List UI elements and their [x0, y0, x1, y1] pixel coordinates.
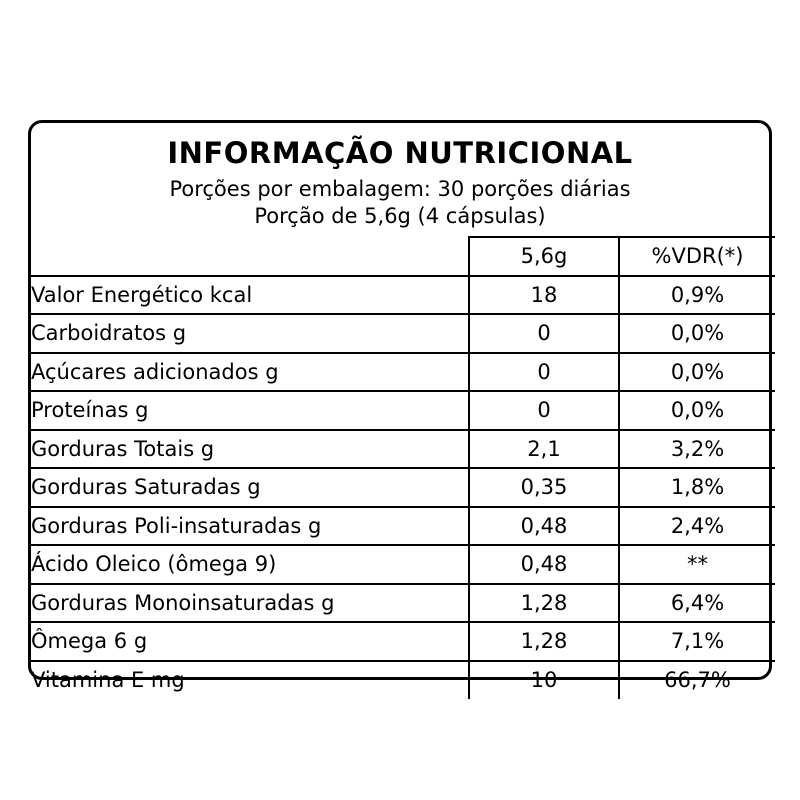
nutrient-dv: 66,7%: [619, 661, 775, 700]
serving-size: Porção de 5,6g (4 cápsulas): [254, 203, 546, 228]
nutrient-amount: 1,28: [469, 584, 619, 623]
nutrient-dv: 7,1%: [619, 622, 775, 661]
nutrient-amount: 0: [469, 353, 619, 392]
nutrient-name: Ômega 6 g: [31, 622, 469, 661]
table-row: [31, 276, 775, 315]
nutrient-dv: 0,9%: [619, 276, 775, 315]
nutrient-name: Carboidratos g: [31, 314, 469, 353]
column-header-nutrient: [31, 237, 469, 276]
table-row: [31, 661, 775, 700]
table-row: [31, 545, 775, 584]
table-row: [31, 391, 775, 430]
nutrient-name: Gorduras Monoinsaturadas g: [31, 584, 469, 623]
table-row: [31, 430, 775, 469]
table-row: [31, 468, 775, 507]
nutrient-name: Vitamina E mg: [31, 661, 469, 700]
nutrient-amount: 0: [469, 314, 619, 353]
nutrient-amount: 0,48: [469, 507, 619, 546]
nutrient-dv: 6,4%: [619, 584, 775, 623]
nutrient-amount: 0,35: [469, 468, 619, 507]
table-row: [31, 622, 775, 661]
table-row: [31, 353, 775, 392]
nutrient-amount: 1,28: [469, 622, 619, 661]
nutrient-dv: 0,0%: [619, 314, 775, 353]
label-header: [31, 123, 769, 229]
table-row: [31, 584, 775, 623]
nutrient-dv: 3,2%: [619, 430, 775, 469]
nutrient-amount: 2,1: [469, 430, 619, 469]
nutrient-dv: **: [619, 545, 775, 584]
column-header-dv: %VDR(*): [619, 237, 775, 276]
nutrient-name: Gorduras Poli-insaturadas g: [31, 507, 469, 546]
nutrient-dv: 2,4%: [619, 507, 775, 546]
nutrient-name: Gorduras Totais g: [31, 430, 469, 469]
column-header-amount: 5,6g: [469, 237, 619, 276]
nutrient-name: Ácido Oleico (ômega 9): [31, 545, 469, 584]
table-row: [31, 314, 775, 353]
table-body: [31, 276, 775, 700]
nutrient-amount: 10: [469, 661, 619, 700]
nutrient-dv: 1,8%: [619, 468, 775, 507]
nutrient-amount: 18: [469, 276, 619, 315]
nutrient-dv: 0,0%: [619, 391, 775, 430]
nutrient-dv: 0,0%: [619, 353, 775, 392]
nutrient-name: Açúcares adicionados g: [31, 353, 469, 392]
nutrient-name: Proteínas g: [31, 391, 469, 430]
table-row: [31, 507, 775, 546]
servings-per-package: Porções por embalagem: 30 porções diárias: [169, 177, 631, 202]
nutrient-amount: 0: [469, 391, 619, 430]
nutrient-name: Gorduras Saturadas g: [31, 468, 469, 507]
nutrient-amount: 0,48: [469, 545, 619, 584]
nutrition-table: [31, 236, 775, 699]
table-header-row: [31, 237, 775, 276]
nutrient-name: Valor Energético kcal: [31, 276, 469, 315]
page-title: INFORMAÇÃO NUTRICIONAL: [167, 136, 633, 170]
nutrition-facts-panel: [28, 120, 772, 693]
